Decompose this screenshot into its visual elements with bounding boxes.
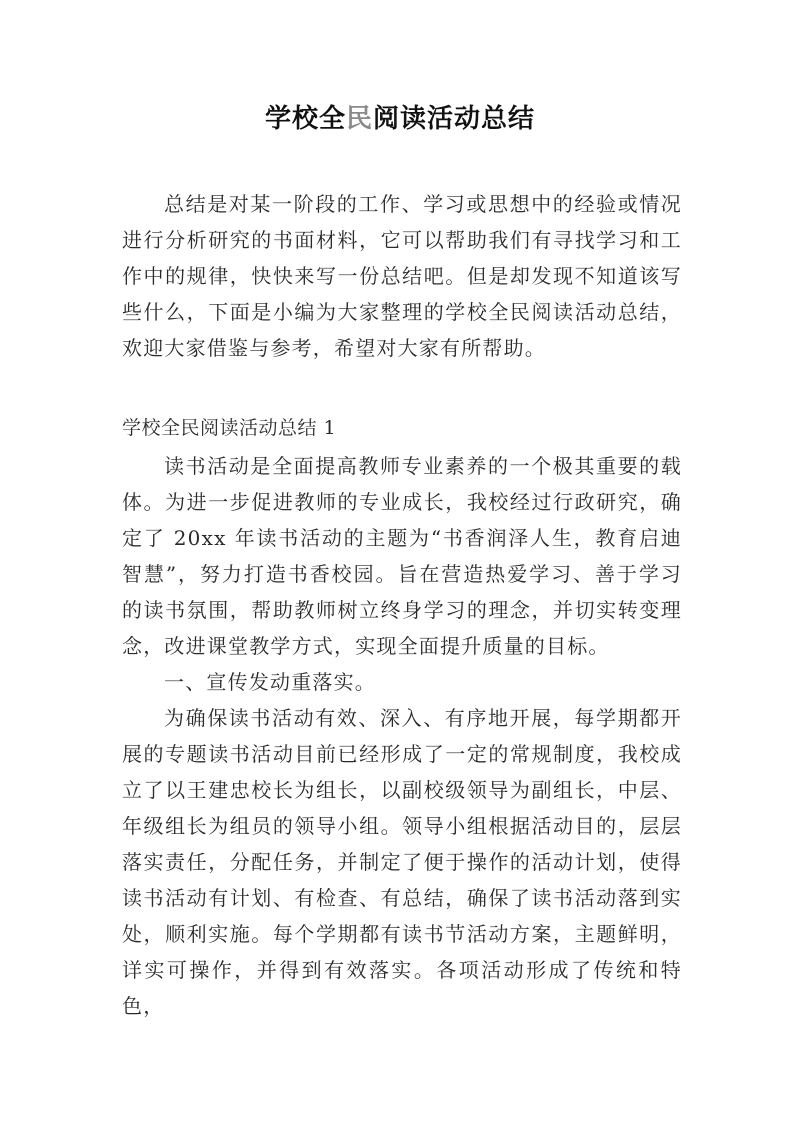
title-part-1: 学校全 (264, 104, 346, 134)
section-heading: 学校全民阅读活动总结 1 (122, 417, 337, 439)
body-paragraph: 读书活动是全面提高教师专业素养的一个极其重要的载体。为进一步促进教师的专业成长，我校经过行政研究，确定了 20xx 年读书活动的主题为“书香润泽人生，教育启迪智慧”，努力打造书香校园。旨在营造热爱学习、善于学习的读书氛围，帮助教师树立终身学习的理念，并切实转变理念，改进课堂教学方式，实现全面提升质量的目标。 (122, 454, 682, 658)
intro-paragraph: 总结是对某一阶段的工作、学习或思想中的经验或情况进行分析研究的书面材料，它可以帮助我们有寻找学习和工作中的规律，快快来写一份总结吧。但是却发现不知道该写些什么，下面是小编为大家整理的学校全民阅读活动总结，欢迎大家借鉴与参考，希望对大家有所帮助。 (122, 192, 682, 360)
subheading-paragraph: 一、宣传发动重落实。 (164, 670, 376, 694)
title-part-2: 民 (345, 104, 373, 134)
title-part-3: 阅读活动总结 (373, 104, 536, 134)
section-body (122, 448, 682, 1024)
document-title (0, 98, 800, 135)
body-paragraph: 为确保读书活动有效、深入、有序地开展，每学期都开展的专题读书活动目前已经形成了一定的常规制度，我校成立了以王建忠校长为组长，以副校级领导为副组长，中层、年级组长为组员的领导小组。领导小组根据活动目的，层层落实责任，分配任务，并制定了便于操作的活动计划，使得读书活动有计划、有检查、有总结，确保了读书活动落到实处，顺利实施。每个学期都有读书节活动方案，主题鲜明，详实可操作，并得到有效落实。各项活动形成了传统和特色， (122, 706, 682, 1018)
